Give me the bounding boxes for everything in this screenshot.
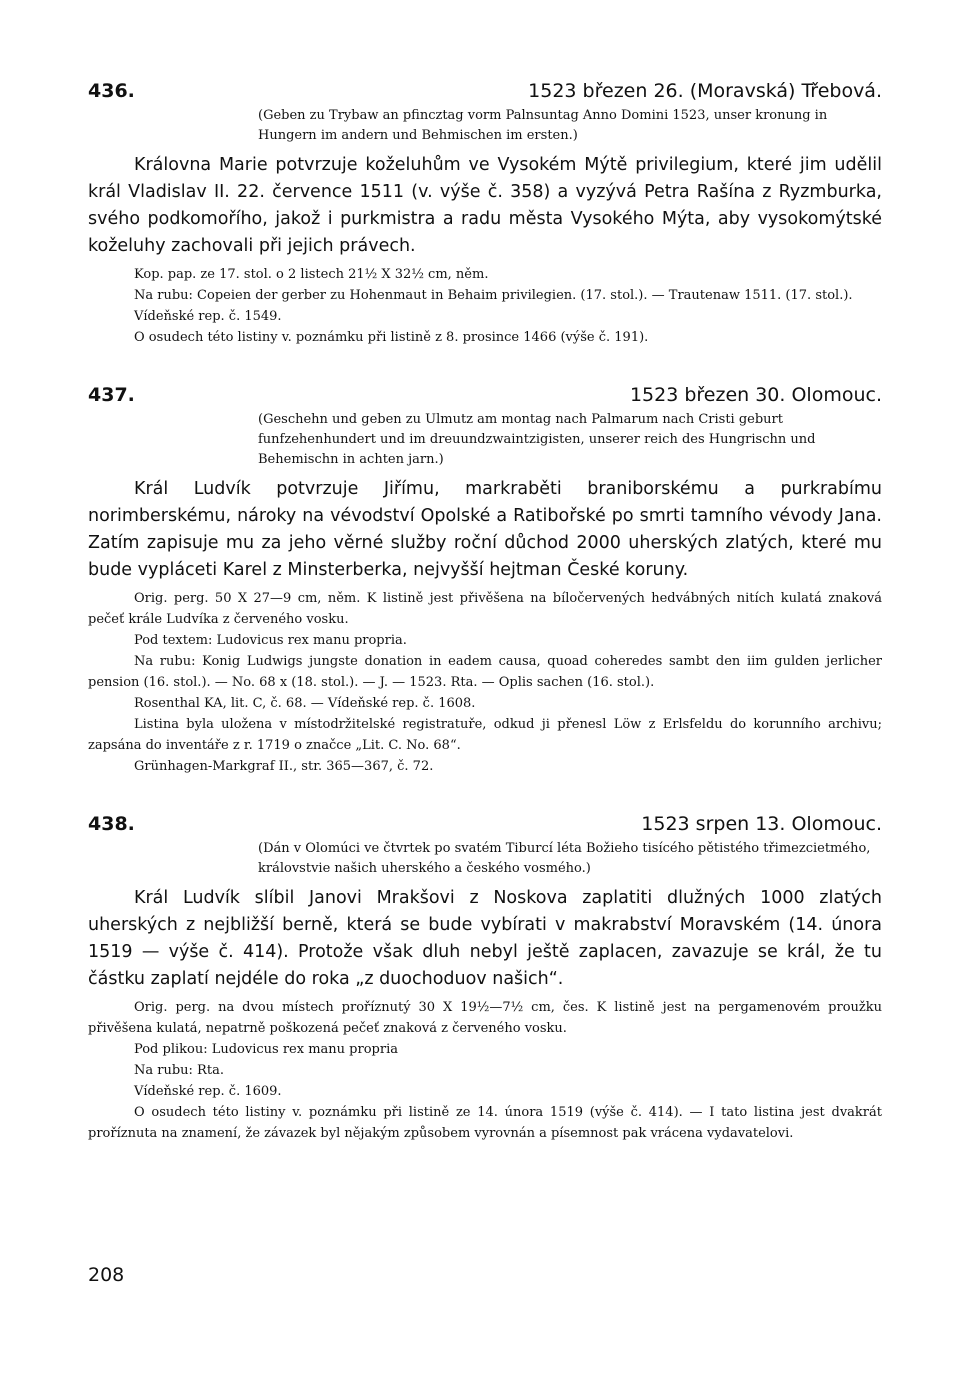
entry-original-dating: (Geschehn und geben zu Ulmutz am montag nach Palmarum nach Cristi geburt funfzehenhundert und im dreuundzwaintzigisten, unserer reich des Hungrischn und Behemischn in achten jarn.) (258, 412, 816, 467)
entry-date-place: 1523 srpen 13. Olomouc. (641, 813, 882, 835)
entry-notes (88, 588, 882, 777)
entry-heading (88, 813, 882, 835)
entry-note: Kop. pap. ze 17. stol. o 2 listech 21½ X 32½ cm, něm. (134, 267, 489, 282)
entry-note: Pod textem: Ludovicus rex manu propria. (134, 633, 407, 648)
entry-436 (88, 80, 882, 348)
entry-original-dating: (Geben zu Trybaw an pfincztag vorm Palnsuntag Anno Domini 1523, unser kronung in Hungern im andern und Behmischen im ersten.) (258, 108, 828, 143)
entry-heading (88, 384, 882, 406)
entry-note: Pod plikou: Ludovicus rex manu propria (134, 1042, 398, 1057)
entry-date-place: 1523 březen 30. Olomouc. (629, 384, 882, 406)
entry-original-dating: (Dán v Olomúci ve čtvrtek po svatém Tiburcí léta Božieho tisícého pětistého třimezcietmého, královstvie našich uherského a českého vosmého.) (258, 841, 871, 876)
entry-number: 438. (88, 813, 135, 835)
entry-note: O osudech této listiny v. poznámku při listině ze 14. února 1519 (výše č. 414). — I tato listina jest dvakrát proříznuta na znamení, že závazek byl nějakým způsobem vyrovnán a písemnost pak vrácena vydavatelovi. (88, 1105, 882, 1141)
entry-note: Vídeňské rep. č. 1549. (134, 309, 282, 324)
entry-notes (88, 997, 882, 1144)
entry-note: Grünhagen-Markgraf II., str. 365—367, č. 72. (134, 759, 434, 774)
entry-date-place: 1523 březen 26. (Moravská) Třebová. (528, 80, 882, 102)
document-page (88, 80, 882, 1144)
entry-note: Rosenthal KA, lit. C, č. 68. — Vídeňské rep. č. 1608. (134, 696, 476, 711)
entry-note: Listina byla uložena v místodržitelské registratuře, odkud ji přenesl Löw z Erlsfeldu do korunního archivu; zapsána do inventáře z r. 1719 o značce „Lit. C. No. 68“. (88, 717, 882, 753)
entry-heading (88, 80, 882, 102)
entry-note: Vídeňské rep. č. 1609. (134, 1084, 282, 1099)
entry-note: Na rubu: Copeien der gerber zu Hohenmaut in Behaim privilegien. (17. stol.). — Trautenaw 1511. (17. stol.). (134, 288, 853, 303)
entry-note: O osudech této listiny v. poznámku při listině z 8. prosince 1466 (výše č. 191). (134, 330, 649, 345)
page-number: 208 (88, 1264, 125, 1286)
entry-437 (88, 384, 882, 777)
entry-note: Na rubu: Rta. (134, 1063, 224, 1078)
entry-regest: Král Ludvík slíbil Janovi Mrakšovi z Noskova zaplatiti dlužných 1000 zlatých uherských z nejbližší berně, která se bude vybírati v makrabství Moravském (14. února 1519 — výše č. 414). Protože však dluh nebyl ještě zaplacen, zavazuje se král, že tu částku zaplatí nejdéle do roka „z duochoduov našich“. (88, 888, 882, 989)
entry-note: Na rubu: Konig Ludwigs jungste donation in eadem causa, quoad coheredes sambt den iim gulden jerlicher pension (16. stol.). — No. 68 x (18. stol.). — J. — 1523. Rta. — Oplis sachen (16. stol.). (88, 654, 882, 690)
entry-notes (88, 264, 882, 348)
entry-note: Orig. perg. 50 X 27—9 cm, něm. K listině jest přivěšena na bíločervených hedvábných nitích kulatá znaková pečeť krále Ludvíka z červeného vosku. (88, 591, 882, 627)
entry-regest: Král Ludvík potvrzuje Jiřímu, markraběti braniborskému a purkrabímu norimberskému, nároky na vévodství Opolské a Ratibořské po smrti tamního vévody Jana. Zatím zapisuje mu za jeho věrné služby roční důchod 2000 uherských zlatých, které mu bude vypláceti Karel z Minsterberka, nejvyšší hejtman České koruny. (88, 479, 882, 580)
entry-438 (88, 813, 882, 1144)
entry-note: Orig. perg. na dvou místech proříznutý 30 X 19½—7½ cm, čes. K listině jest na pergamenovém proužku přivěšena kulatá, nepatrně poškozená pečeť znaková z červeného vosku. (88, 1000, 882, 1036)
entry-number: 436. (88, 80, 135, 102)
entry-number: 437. (88, 384, 135, 406)
entry-regest: Královna Marie potvrzuje koželuhům ve Vysokém Mýtě privilegium, které jim udělil král Vladislav II. 22. července 1511 (v. výše č. 358) a vyzývá Petra Rašína z Ryzmburka, svého podkomořího, jakož i purkmistra a radu města Vysokého Mýta, aby vysokomýtské koželuhy zachovali při jejich právech. (88, 155, 882, 256)
